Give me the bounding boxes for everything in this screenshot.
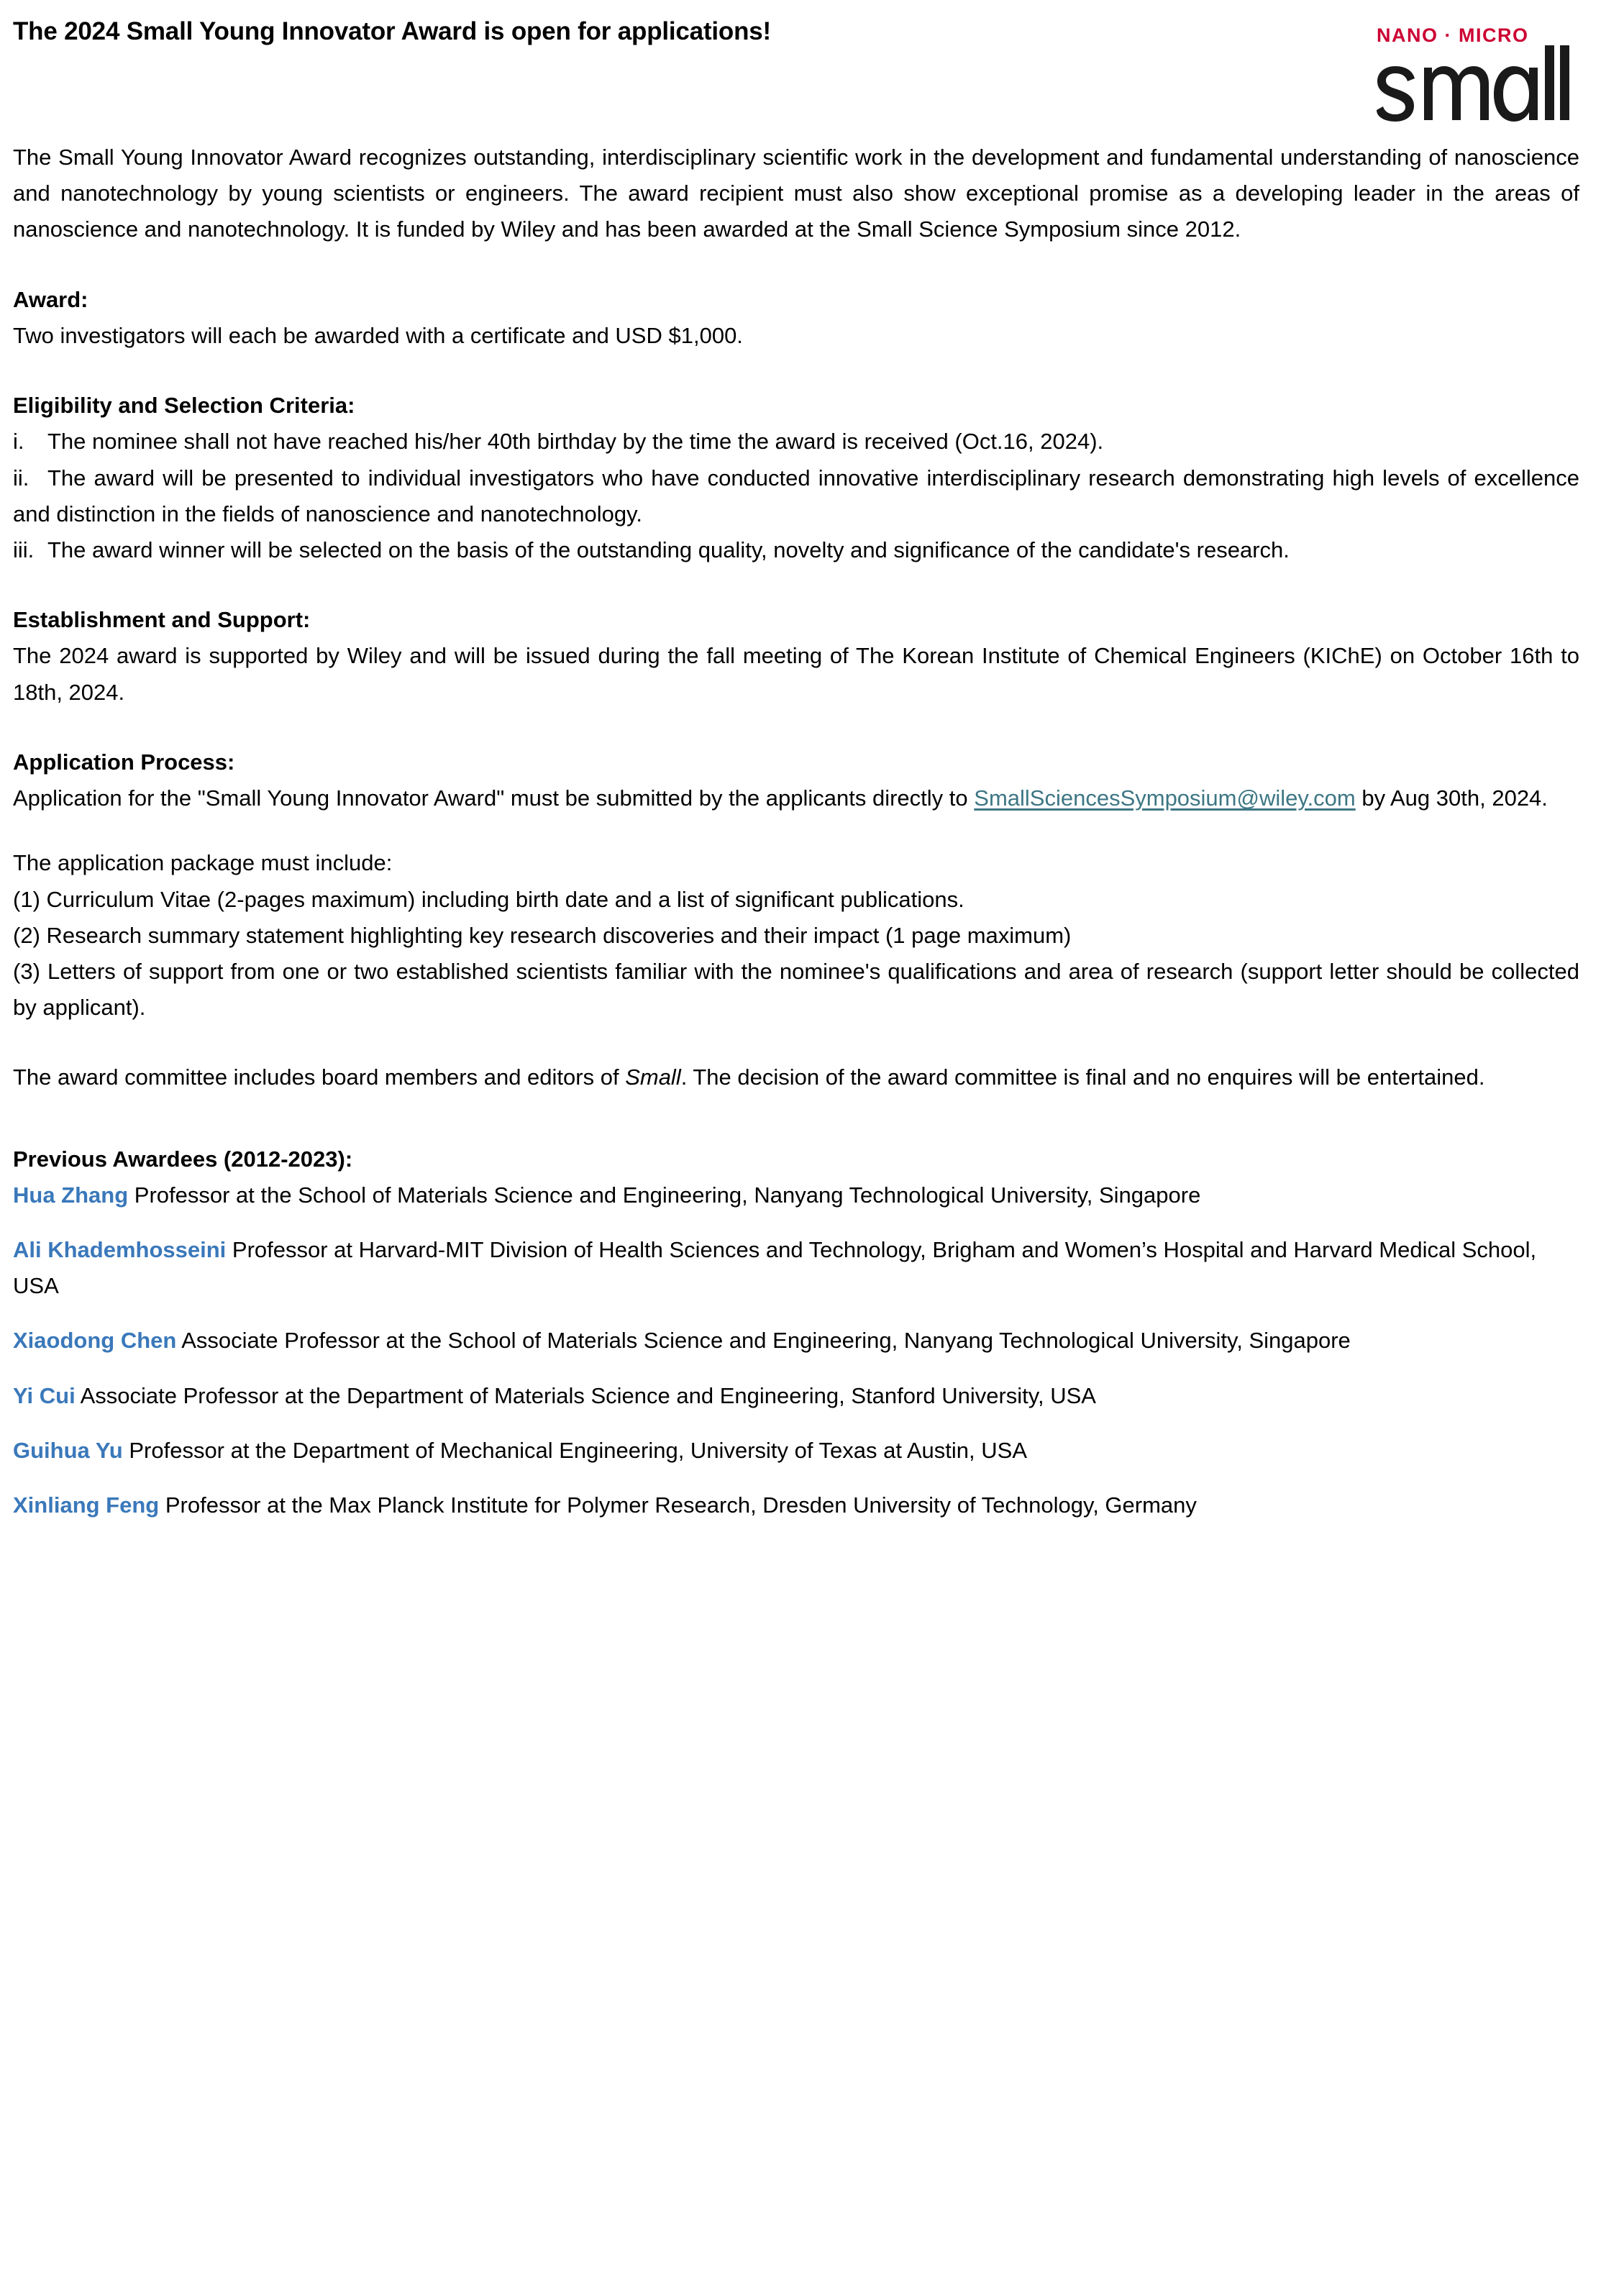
awardee-entry [13, 1487, 1579, 1523]
application-email-link[interactable]: SmallSciencesSymposium@wiley.com [974, 785, 1356, 811]
awardee-name: Xinliang Feng [13, 1492, 160, 1518]
awardee-name: Yi Cui [13, 1382, 76, 1408]
spacer [13, 1096, 1579, 1130]
application-heading: Application Process: [13, 749, 235, 775]
eligibility-marker-i: i. [13, 429, 24, 455]
document-header [13, 13, 1579, 140]
application-text-before-link: Application for the "Small Young Innovator Award" must be submitted by the applicants directly to [13, 785, 975, 811]
awardee-affiliation: Professor at the Max Planck Institute for Polymer Research, Dresden University of Technology, Germany [159, 1492, 1197, 1518]
eligibility-item-i [13, 424, 1579, 460]
spacer [13, 1026, 1579, 1059]
establishment-heading: Establishment and Support: [13, 607, 311, 633]
eligibility-marker-iii: iii. [13, 537, 35, 562]
spacer [13, 354, 1579, 388]
eligibility-heading: Eligibility and Selection Criteria: [13, 393, 355, 419]
awardee-affiliation: Associate Professor at the Department of Materials Science and Engineering, Stanford University, USA [75, 1382, 1096, 1408]
journal-name-italic: Small [625, 1064, 681, 1090]
logo-wordmark [1374, 44, 1579, 127]
eligibility-marker-ii: ii. [13, 465, 29, 491]
spacer [13, 568, 1579, 602]
package-item-1: (1) Curriculum Vitae (2-pages maximum) including birth date and a list of significant publications. [13, 886, 964, 912]
logo-kicker-text: NANO · MICRO [1377, 24, 1529, 46]
establishment-text: The 2024 award is supported by Wiley and will be issued during the fall meeting of The Korean Institute of Chemical Engineers (KIChE) on October 16th to 18th, 2024. [13, 643, 1579, 705]
award-heading: Award: [13, 286, 88, 312]
spacer [13, 248, 1579, 282]
awardee-affiliation: Professor at the School of Materials Science and Engineering, Nanyang Technological University, Singapore [128, 1182, 1201, 1208]
spacer [13, 1130, 1579, 1141]
awardee-entry [13, 1323, 1579, 1359]
awardee-affiliation: Professor at the Department of Mechanical Engineering, University of Texas at Austin, USA [122, 1437, 1028, 1463]
spacer [13, 711, 1579, 744]
awardee-entry [13, 1177, 1579, 1213]
awardee-name: Xiaodong Chen [13, 1328, 177, 1354]
package-item-3: (3) Letters of support from one or two established scientists familiar with the nominee's qualifications and area of research (support letter should be collected by applicant). [13, 958, 1579, 1021]
eligibility-text-ii: The award will be presented to individual investigators who have conducted innovative interdisciplinary research demonstrating high levels of excellence and distinction in the fields of nanoscience and nanotechnology. [13, 465, 1579, 526]
small-wordmark-icon [1374, 44, 1569, 124]
intro-paragraph: The Small Young Innovator Award recognizes outstanding, interdisciplinary scientific work in the development and fundamental understanding of nanoscience and nanotechnology by young scientists or engineers. The award recipient must also show exceptional promise as a developing leader in the areas of nanoscience and nanotechnology. It is funded by Wiley and has been awarded at the Small Science Symposium since 2012. [13, 145, 1579, 242]
award-text: Two investigators will each be awarded with a certificate and USD $1,000. [13, 322, 743, 348]
committee-text-before: The award committee includes board members and editors of [13, 1064, 626, 1090]
application-text [13, 780, 1579, 816]
eligibility-item-iii [13, 532, 1579, 568]
spacer [13, 816, 1579, 845]
awardee-entry [13, 1378, 1579, 1414]
eligibility-text-i: The nominee shall not have reached his/her 40th birthday by the time the award is received (Oct.16, 2024). [47, 429, 1104, 455]
awardee-affiliation: Associate Professor at the School of Materials Science and Engineering, Nanyang Technological University, Singapore [176, 1328, 1351, 1354]
committee-text-after: . The decision of the award committee is final and no enquires will be entertained. [680, 1064, 1485, 1090]
awardee-entry [13, 1232, 1579, 1304]
awardees-heading: Previous Awardees (2012-2023): [13, 1146, 353, 1172]
eligibility-text-iii: The award winner will be selected on the basis of the outstanding quality, novelty and significance of the candidate's research. [47, 537, 1290, 562]
application-text-after-link: by Aug 30th, 2024. [1355, 785, 1548, 811]
package-intro: The application package must include: [13, 850, 393, 876]
awardee-name: Guihua Yu [13, 1437, 123, 1463]
small-journal-logo [1364, 13, 1579, 122]
committee-text [13, 1059, 1579, 1095]
page-title: The 2024 Small Young Innovator Award is open for applications! [13, 17, 772, 45]
awardee-affiliation: Professor at Harvard-MIT Division of Health Sciences and Technology, Brigham and Women’s Hospital and Harvard Medical School, USA [13, 1237, 1537, 1299]
awardee-name: Ali Khademhosseini [13, 1237, 227, 1263]
eligibility-item-ii [13, 460, 1579, 532]
package-item-2: (2) Research summary statement highlighting key research discoveries and their impact (1 page maximum) [13, 922, 1072, 948]
awardee-entry [13, 1433, 1579, 1469]
awardee-name: Hua Zhang [13, 1182, 129, 1208]
